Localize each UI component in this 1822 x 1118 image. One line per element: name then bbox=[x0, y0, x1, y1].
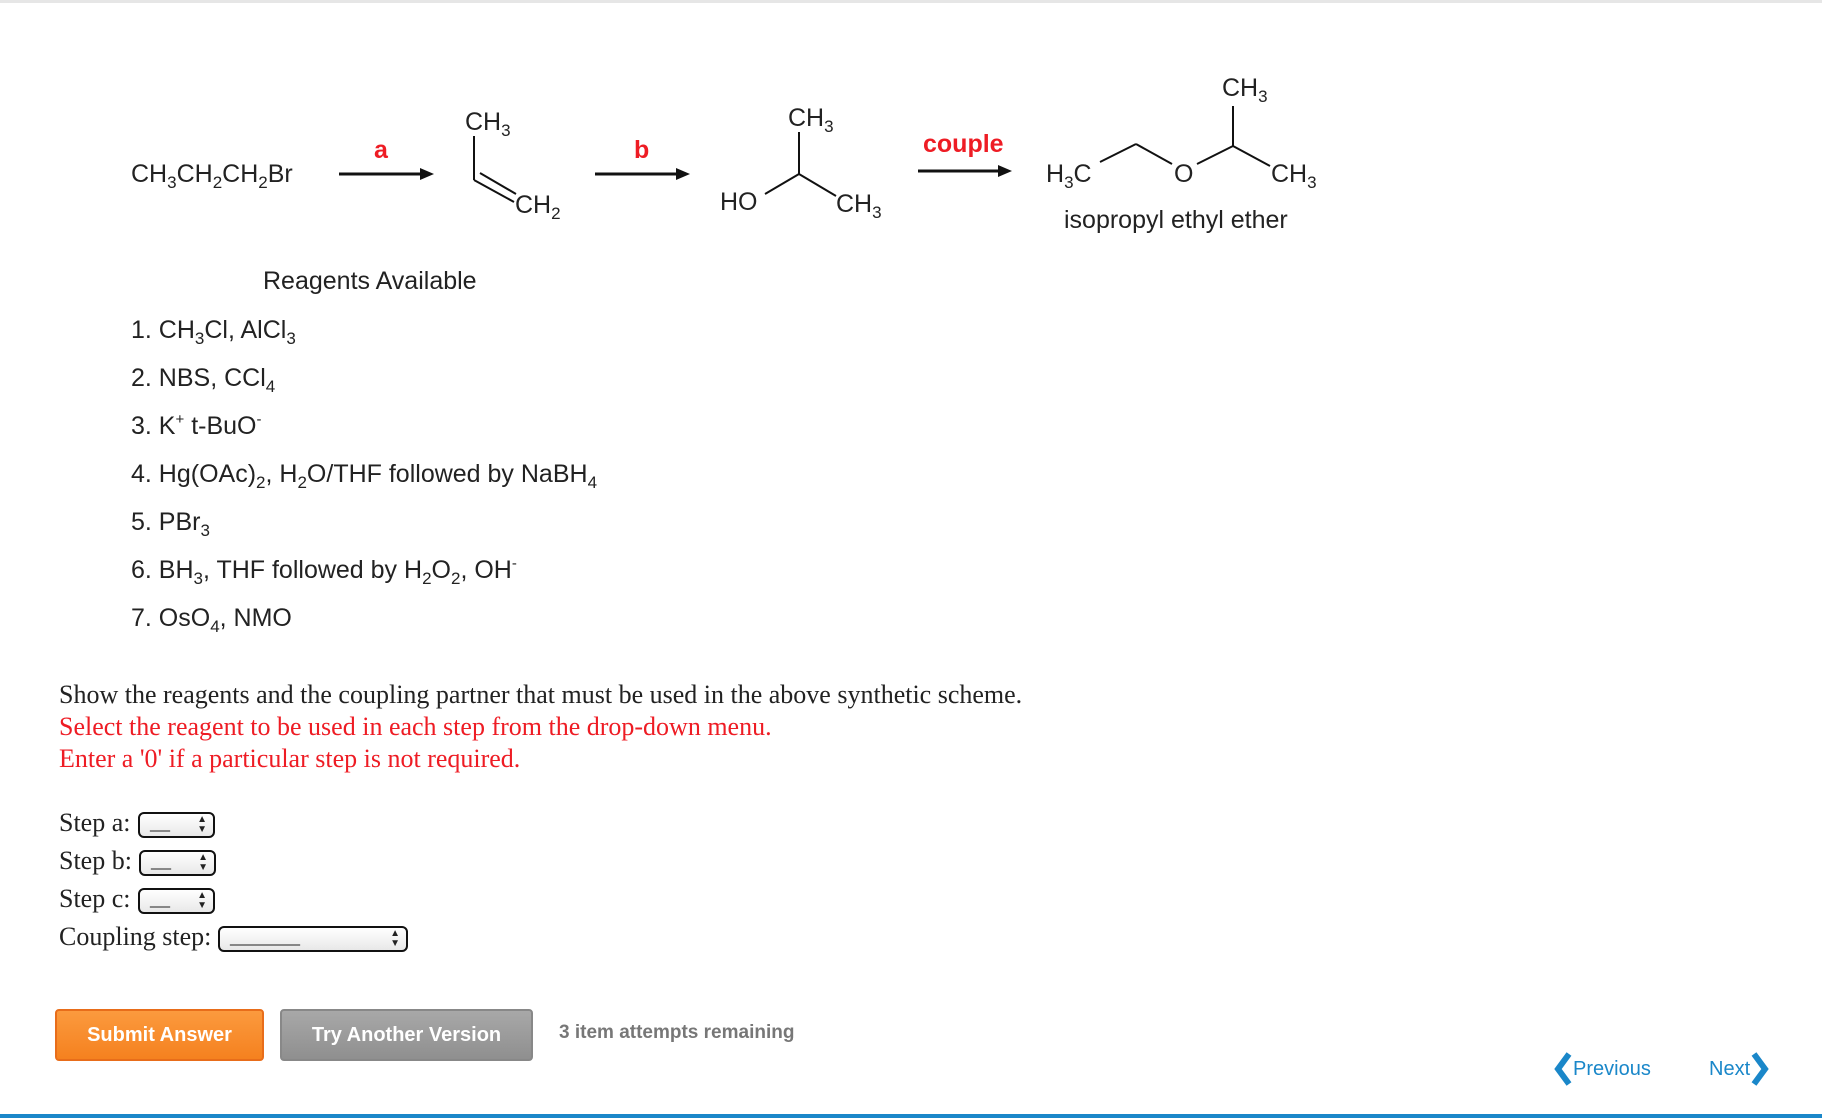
formula-text: Br bbox=[267, 160, 293, 188]
superscript: - bbox=[511, 555, 517, 572]
subscript: 3 bbox=[286, 329, 296, 348]
instruction-zero-note: Enter a '0' if a particular step is not required. bbox=[59, 744, 521, 773]
coupling-step-select[interactable] bbox=[218, 926, 408, 952]
step-c-select[interactable] bbox=[138, 888, 215, 914]
step-c-value: __ bbox=[150, 888, 170, 910]
propene-ch3 bbox=[465, 108, 511, 140]
reagent-item bbox=[131, 460, 598, 492]
step-c-label: Step c: bbox=[59, 884, 131, 913]
formula-text: 4. Hg(OAc) bbox=[131, 460, 257, 488]
propene-bond-double-2 bbox=[480, 173, 516, 194]
attempts-remaining: 3 item attempts remaining bbox=[559, 1022, 795, 1043]
formula-text: 3. K bbox=[131, 412, 176, 440]
ether-ch3-right bbox=[1271, 160, 1317, 192]
instruction-text: Show the reagents and the coupling partner that must be used in the above synthetic scheme. bbox=[59, 680, 1023, 709]
subscript: 3 bbox=[193, 569, 203, 588]
subscript: 2 bbox=[450, 569, 461, 588]
formula-text: O bbox=[431, 556, 451, 584]
step-b-label: Step b: bbox=[59, 846, 132, 875]
select-arrows-icon: ▲ ▼ bbox=[198, 852, 208, 873]
step-a-label: Step a: bbox=[59, 808, 131, 837]
subscript: 4 bbox=[265, 377, 276, 396]
subscript: 3 bbox=[1064, 173, 1074, 192]
formula-text: CH bbox=[131, 160, 168, 188]
formula-text: t-BuO bbox=[184, 412, 257, 440]
reagent-item bbox=[131, 411, 262, 440]
subscript: 2 bbox=[258, 173, 268, 192]
arrow-a-head bbox=[420, 168, 434, 180]
subscript: 3 bbox=[872, 203, 882, 222]
step-a-value: __ bbox=[150, 812, 170, 834]
reagents-title: Reagents Available bbox=[263, 267, 477, 295]
subscript: 2 bbox=[212, 173, 223, 192]
subscript: 2 bbox=[297, 473, 307, 492]
formula-text: C bbox=[1073, 160, 1092, 188]
previous-link[interactable] bbox=[1553, 1052, 1651, 1086]
formula-text: H bbox=[1046, 160, 1065, 188]
formula-text: 7. OsO bbox=[131, 604, 211, 632]
propene-ch2 bbox=[515, 191, 561, 223]
chevron-right-icon bbox=[1750, 1052, 1770, 1086]
subscript: 3 bbox=[194, 329, 205, 348]
ether-bond-3 bbox=[1197, 146, 1233, 164]
formula-text: 1. CH bbox=[131, 316, 195, 344]
superscript: + bbox=[175, 411, 185, 428]
formula-text: CH bbox=[222, 160, 259, 188]
arrow-couple-label: couple bbox=[923, 130, 1004, 158]
submit-answer-button[interactable]: Submit Answer bbox=[55, 1009, 264, 1061]
formula-text: HO bbox=[720, 188, 758, 216]
formula-text: , H bbox=[265, 460, 298, 488]
formula-text: , NMO bbox=[219, 604, 292, 632]
formula-text: CH bbox=[1222, 74, 1259, 102]
select-arrows-icon: ▲ ▼ bbox=[197, 814, 207, 835]
subscript: 3 bbox=[1258, 87, 1268, 106]
select-arrows-icon: ▲ ▼ bbox=[197, 890, 207, 911]
alcohol-bond-left bbox=[765, 174, 799, 194]
select-arrows-icon: ▲ ▼ bbox=[390, 928, 400, 949]
alcohol-bond-right bbox=[799, 174, 836, 196]
alcohol-ch3-right bbox=[836, 190, 882, 222]
try-another-version-button[interactable]: Try Another Version bbox=[280, 1009, 533, 1061]
reaction-scheme-bonds bbox=[0, 0, 1822, 260]
ether-ch3-top bbox=[1222, 74, 1268, 106]
reagent-item bbox=[131, 508, 210, 540]
subscript: 3 bbox=[200, 521, 210, 540]
previous-label: Previous bbox=[1573, 1057, 1651, 1080]
formula-text: CH bbox=[1271, 160, 1308, 188]
chevron-left-icon bbox=[1553, 1052, 1573, 1086]
formula-text: 2. NBS, CCl bbox=[131, 364, 266, 392]
arrow-b-label: b bbox=[634, 136, 650, 164]
formula-text: O bbox=[1174, 160, 1194, 188]
subscript: 2 bbox=[256, 473, 266, 492]
coupling-step-value: _______ bbox=[230, 926, 300, 948]
subscript: 2 bbox=[551, 204, 561, 223]
next-label: Next bbox=[1709, 1057, 1751, 1080]
step-a-select[interactable] bbox=[138, 812, 215, 838]
alcohol-ch3-top bbox=[788, 104, 834, 136]
arrow-b-head bbox=[676, 168, 690, 180]
formula-text: CH bbox=[465, 108, 502, 136]
formula-text: Cl, AlCl bbox=[204, 316, 287, 344]
formula-text: CH bbox=[176, 160, 213, 188]
alcohol-ho bbox=[720, 190, 758, 215]
reagent-item bbox=[131, 364, 276, 396]
formula-text: O/THF followed by NaBH bbox=[306, 460, 588, 488]
coupling-step-label: Coupling step: bbox=[59, 922, 212, 951]
next-link[interactable] bbox=[1709, 1052, 1770, 1086]
propene-bond-double-1 bbox=[474, 180, 514, 202]
reagent-item bbox=[131, 316, 296, 348]
step-b-value: __ bbox=[151, 850, 171, 872]
ether-bond-1 bbox=[1100, 144, 1136, 162]
formula-text: CH bbox=[836, 190, 873, 218]
step-b-select[interactable] bbox=[139, 850, 216, 876]
instruction-dropdown-note: Select the reagent to be used in each step from the drop-down menu. bbox=[59, 712, 772, 741]
superscript: - bbox=[256, 411, 262, 428]
formula-text: CH bbox=[788, 104, 825, 132]
formula-text: 6. BH bbox=[131, 556, 194, 584]
ether-h3c bbox=[1046, 160, 1092, 192]
subscript: 3 bbox=[501, 121, 511, 140]
subscript: 4 bbox=[210, 617, 220, 636]
formula-text: , THF followed by H bbox=[203, 556, 423, 584]
formula-text: 5. PBr bbox=[131, 508, 201, 536]
reagent-item bbox=[131, 604, 292, 636]
ether-bond-2 bbox=[1136, 144, 1172, 164]
subscript: 4 bbox=[587, 473, 598, 492]
subscript: 2 bbox=[422, 569, 432, 588]
arrow-couple-head bbox=[998, 165, 1012, 177]
reagent-item bbox=[131, 555, 517, 588]
formula-text: CH bbox=[515, 191, 552, 219]
ether-oxygen bbox=[1174, 162, 1193, 187]
ether-bond-5 bbox=[1233, 146, 1270, 166]
arrow-a-label: a bbox=[374, 136, 388, 164]
formula-text: , OH bbox=[460, 556, 512, 584]
subscript: 3 bbox=[824, 117, 834, 136]
subscript: 3 bbox=[167, 173, 177, 192]
product-name: isopropyl ethyl ether bbox=[1064, 206, 1288, 234]
starting-material bbox=[131, 160, 293, 192]
bottom-border bbox=[0, 1114, 1822, 1118]
subscript: 3 bbox=[1307, 173, 1317, 192]
